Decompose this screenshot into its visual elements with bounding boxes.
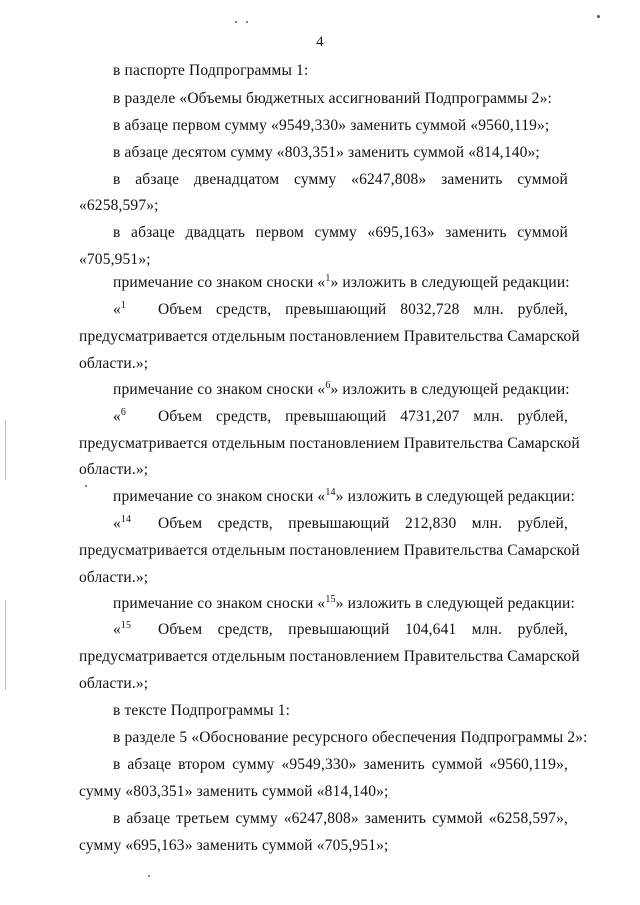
paragraph-line: предусматривается отдельным постановлением Правительства Самарской <box>79 542 580 559</box>
footnote-mark: 1 <box>120 300 127 311</box>
scan-speck <box>148 875 150 877</box>
paragraph-line: в абзаце двенадцатом сумму «6247,808» заменить суммой <box>113 171 568 188</box>
paragraph-line: области.»; <box>79 355 149 372</box>
footnote-instruction-pre: примечание со знаком сноски « <box>113 595 326 612</box>
footnote-text: Объем средств, превышающий 8032,728 млн. рублей, <box>158 301 568 318</box>
paragraph-line: предусматривается отдельным постановлением Правительства Самарской <box>79 435 580 452</box>
paragraph-line: сумму «803,351» заменить суммой «814,140»; <box>79 783 389 800</box>
paragraph-line: в абзаце втором сумму «9549,330» заменить суммой «9560,119», <box>113 756 568 773</box>
footnote-instruction-pre: примечание со знаком сноски « <box>113 274 326 291</box>
paragraph-line: области.»; <box>79 569 149 586</box>
scan-speck <box>246 21 248 23</box>
footnote-text-line <box>113 408 568 426</box>
footnote-text: Объем средств, превышающий 212,830 млн. рублей, <box>158 515 568 532</box>
footnote-text: Объем средств, превышающий 104,641 млн. рублей, <box>158 621 568 638</box>
footnote-mark: 14 <box>120 514 132 525</box>
footnote-instruction-post: » изложить в следующей редакции: <box>335 595 575 612</box>
footnote-open-quote: «$^{15}$ <box>113 620 132 638</box>
page-number: 4 <box>316 34 324 50</box>
paragraph-line: в абзаце десятом сумму «803,351» заменить суммой «814,140»; <box>113 144 540 161</box>
footnote-mark: 14 <box>325 487 336 498</box>
footnote-open-quote: «$^6$ <box>113 407 127 425</box>
footnote-instruction <box>113 487 575 506</box>
footnote-text-line <box>113 621 568 639</box>
footnote-instruction-pre: примечание со знаком сноски « <box>113 488 326 505</box>
paragraph-line: области.»; <box>79 675 149 692</box>
paragraph-line: предусматривается отдельным постановлением Правительства Самарской <box>79 328 580 345</box>
scan-speck <box>235 21 237 23</box>
footnote-text: Объем средств, превышающий 4731,207 млн. рублей, <box>158 408 568 425</box>
paragraph-line: сумму «695,163» заменить суммой «705,951»; <box>79 837 389 854</box>
footnote-instruction <box>113 594 575 613</box>
footnote-instruction-post: » изложить в следующей редакции: <box>335 488 575 505</box>
footnote-mark: 6 <box>325 380 331 391</box>
paragraph-line: в паспорте Подпрограммы 1: <box>113 62 309 79</box>
footnote-open-quote: «$^{14}$ <box>113 514 132 532</box>
paragraph-line: в тексте Подпрограммы 1: <box>113 702 291 719</box>
paragraph-line: предусматривается отдельным постановлением Правительства Самарской <box>79 648 580 665</box>
footnote-instruction-post: » изложить в следующей редакции: <box>330 274 570 291</box>
footnote-instruction-pre: примечание со знаком сноски « <box>113 381 326 398</box>
paragraph-line: в разделе 5 «Обоснование ресурсного обеспечения Подпрограммы 2»: <box>113 729 588 746</box>
scan-speck <box>85 485 87 487</box>
footnote-instruction <box>113 274 568 292</box>
paragraph-line: «705,951»; <box>79 251 151 268</box>
paragraph-line: в абзаце третьем сумму «6247,808» заменить суммой «6258,597», <box>113 810 568 827</box>
footnote-instruction <box>113 381 568 399</box>
paragraph-line: в абзаце двадцать первом сумму «695,163» заменить суммой <box>113 224 568 241</box>
footnote-mark: 1 <box>325 273 331 284</box>
footnote-instruction-post: » изложить в следующей редакции: <box>330 381 570 398</box>
footnote-text-line <box>113 301 568 319</box>
paragraph-line: в абзаце первом сумму «9549,330» заменить суммой «9560,119»; <box>113 117 550 134</box>
paragraph-line: «6258,597»; <box>79 197 159 214</box>
footnote-open-quote: «$^1$ <box>113 300 127 318</box>
footnote-mark: 6 <box>120 407 127 418</box>
paragraph-line: области.»; <box>79 461 149 478</box>
footnote-text-line <box>113 515 568 533</box>
footnote-mark: 15 <box>325 594 336 605</box>
scan-margin-mark <box>5 420 6 480</box>
paragraph-line: в разделе «Объемы бюджетных ассигнований Подпрограммы 2»: <box>113 90 552 107</box>
footnote-mark: 15 <box>120 620 132 631</box>
scan-speck <box>597 15 600 18</box>
scan-margin-mark <box>5 600 6 690</box>
